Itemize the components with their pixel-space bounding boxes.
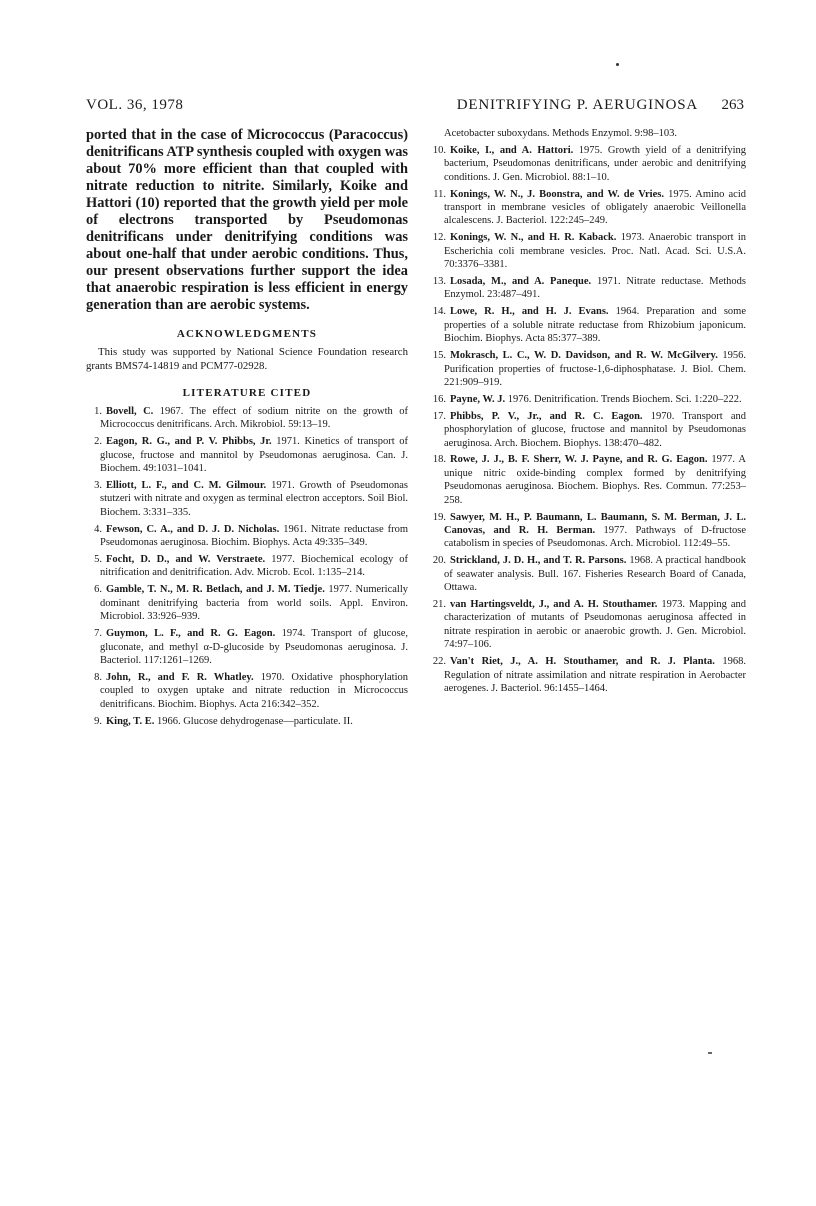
- acknowledgments-text: This study was supported by National Science Foundation research grants BMS74-14819 and PCM77-02928.: [86, 346, 408, 372]
- left-column: [86, 127, 408, 731]
- reference-item: 9. King, T. E. 1966. Glucose dehydrogenase—particulate. II.: [94, 715, 353, 727]
- reference-item: 4. Fewson, C. A., and D. J. D. Nicholas. 1961. Nitrate reductase from Pseudomonas aeruginosa. Biochim. Biophys. Acta 49:335–349.: [94, 523, 408, 549]
- reference-item: 22. Van't Riet, J., A. H. Stouthamer, and R. J. Planta. 1968. Regulation of nitrate assimilation and nitrate respiration in Aerobacter aerogenes. J. Bacteriol. 96:1455–1464.: [432, 656, 746, 694]
- reference-item: 5. Focht, D. D., and W. Verstraete. 1977. Biochemical ecology of nitrification and denitrification. Adv. Microb. Ecol. 1:135–214.: [94, 554, 408, 579]
- literature-cited-heading: LITERATURE CITED: [182, 387, 312, 399]
- reference-item: 11. Konings, W. N., J. Boonstra, and W. de Vries. 1975. Amino acid transport in membrane vesicles of obligately anaerobic Veillonella alcalescens. J. Bacteriol. 122:245–249.: [433, 188, 746, 227]
- reference-item: 10. Koike, I., and A. Hattori. 1975. Growth yield of a denitrifying bacterium, Pseudomonas denitrificans, under aerobic and denitrifying conditions. J. Gen. Microbiol. 88:1–10.: [432, 144, 747, 183]
- reference-item: 16. Payne, W. J. 1976. Denitrification. Trends Biochem. Sci. 1:220–222.: [432, 393, 742, 405]
- print-speck: [708, 1052, 712, 1054]
- reference-item: 21. van Hartingsveldt, J., and A. H. Stouthamer. 1973. Mapping and characterization of mutants of Pseudomonas aeruginosa affected in nitrate respiration in aerobic or anaerobic growth. J. Gen. Microbiol. 74:97–106.: [432, 599, 747, 651]
- page-number: 263: [721, 97, 744, 113]
- reference-item: 20. Strickland, J. D. H., and T. R. Parsons. 1968. A practical handbook of seawater analysis. Bull. 167. Fisheries Research Board of Canada, Ottawa.: [432, 555, 746, 594]
- reference-item: 7. Guymon, L. F., and R. G. Eagon. 1974. Transport of glucose, gluconate, and methyl α-D-glucoside by Pseudomonas aeruginosa. J. Bacteriol. 117:1261–1269.: [94, 628, 408, 666]
- reference-item: 8. John, R., and F. R. Whatley. 1970. Oxidative phosphorylation coupled to oxygen uptake and nitrate reduction in Micrococcus denitrificans. Biochim. Biophys. Acta 216:342–352.: [94, 671, 409, 710]
- reference-list-left: [86, 405, 408, 728]
- reference-item: 3. Elliott, L. F., and C. M. Gilmour. 1971. Growth of Pseudomonas stutzeri with nitrate and oxygen as terminal electron acceptors. Soil Biol. Biochem. 3:331–335.: [94, 480, 408, 518]
- page-header: [86, 97, 744, 117]
- reference-list-right: [430, 127, 746, 695]
- reference-item: 2. Eagon, R. G., and P. V. Phibbs, Jr. 1971. Kinetics of transport of glucose, fructose and mannitol by Pseudomonas aeruginosa. Can. J. Biochem. 49:1031–1041.: [94, 436, 409, 475]
- journal-volume: VOL. 36, 1978: [86, 97, 184, 113]
- acknowledgments-heading: ACKNOWLEDGMENTS: [176, 328, 318, 340]
- reference-item: 6. Gamble, T. N., M. R. Betlach, and J. M. Tiedje. 1977. Numerically dominant denitrifying bacteria from world soils. Appl. Environ. Microbiol. 33:926–939.: [94, 584, 408, 623]
- right-column: [430, 127, 746, 699]
- reference-item: 14. Lowe, R. H., and H. J. Evans. 1964. Preparation and some properties of a soluble nitrate reductase from Rhizobium japonicum. Biochim. Biophys. Acta 85:377–389.: [432, 306, 746, 345]
- reference-item: 17. Phibbs, P. V., Jr., and R. C. Eagon. 1970. Transport and phosphorylation of glucose, fructose and mannitol by Pseudomonas aeruginosa. Arch. Biochem. Biophys. 138:470–482.: [432, 410, 746, 449]
- reference-item: 18. Rowe, J. J., B. F. Sherr, W. J. Payne, and R. G. Eagon. 1977. A unique nitric oxide-binding complex formed by denitrifying Pseudomonas aeruginosa. Biochem. Biophys. Res. Commun. 77:253–258.: [432, 454, 746, 506]
- reference-item: 15. Mokrasch, L. C., W. D. Davidson, and R. W. McGilvery. 1956. Purification properties of fructose-1,6-diphosphatase. J. Biol. Chem. 221:909–919.: [432, 350, 747, 388]
- print-speck: [616, 63, 619, 66]
- reference-item: 1. Bovell, C. 1967. The effect of sodium nitrite on the growth of Micrococcus denitrificans. Arch. Mikrobiol. 59:13–19.: [94, 406, 408, 431]
- reference-continuation: Acetobacter suboxydans. Methods Enzymol. 9:98–103.: [444, 128, 677, 139]
- running-title: DENITRIFYING P. AERUGINOSA: [456, 97, 698, 113]
- reference-item: 19. Sawyer, M. H., P. Baumann, L. Baumann, S. M. Berman, J. L. Canovas, and R. H. Berman. 1977. Pathways of D-fructose catabolism in species of Pseudomonas. Arch. Microbiol. 112:49–55.: [432, 511, 746, 550]
- discussion-paragraph: ported that in the case of Micrococcus (Paracoccus) denitrificans ATP synthesis coupled with oxygen was about 70% more efficient than that coupled with nitrate reduction to nitrite. Similarly, Koike and Hattori (10) reported that the growth yield per mole of electrons transported by Pseudomonas denitrificans under denitrifying conditions was about one-half that under aerobic conditions. Thus, our present observations further support the idea that anaerobic respiration is less efficient in energy generation than are aerobic systems.: [86, 127, 408, 313]
- reference-item: 12. Konings, W. N., and H. R. Kaback. 1973. Anaerobic transport in Escherichia coli membrane vesicles. Proc. Natl. Acad. Sci. U.S.A. 70:3376–3381.: [432, 232, 747, 271]
- reference-item: 13. Losada, M., and A. Paneque. 1971. Nitrate reductase. Methods Enzymol. 23:487–491.: [432, 276, 747, 301]
